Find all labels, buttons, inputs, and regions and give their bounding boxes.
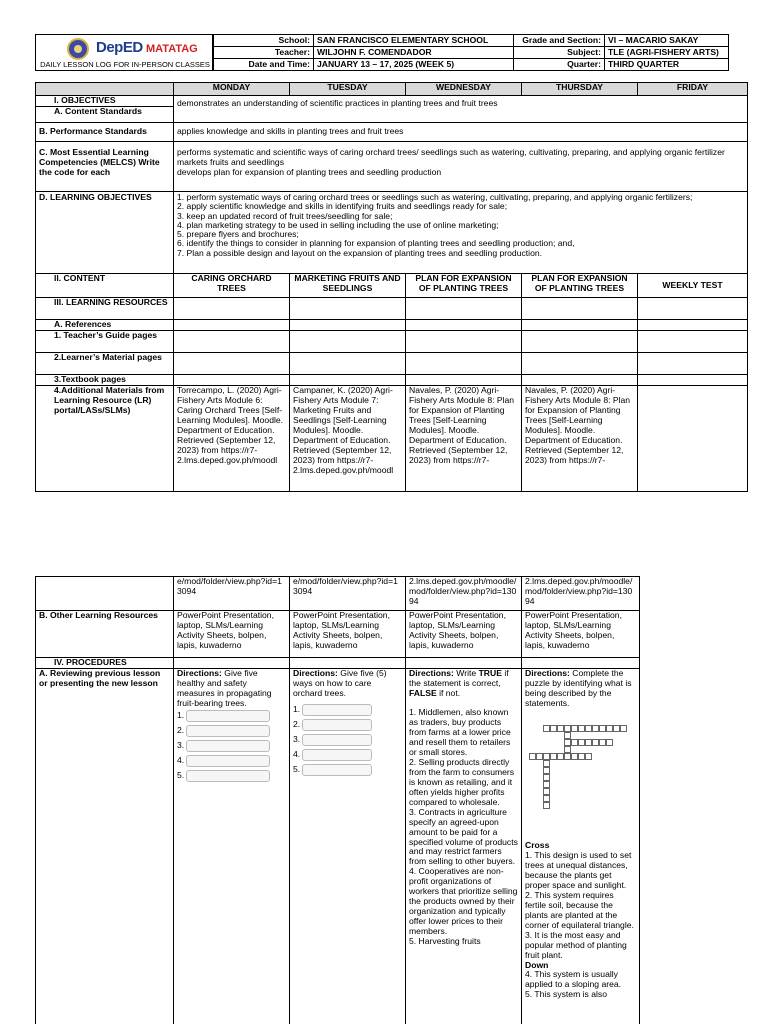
tf-item: 4. Cooperatives are non-profit organizations of workers that prioritize selling the products owned by their organization and typically offer lower prices to their members.	[409, 866, 518, 937]
puzzle-cell[interactable]	[571, 725, 578, 732]
answer-field[interactable]	[302, 704, 372, 716]
thursday-directions: Directions: Complete the puzzle by identifying what is being described by the statements.	[525, 668, 632, 708]
empty-cell	[522, 320, 638, 331]
content-label: II. CONTENT	[36, 274, 174, 298]
teacher-label: Teacher:	[214, 47, 314, 59]
header-info-table	[213, 34, 729, 71]
am-thursday: Navales, P. (2020) Agri-Fishery Arts Module 8: Plan for Expansion of Planting Trees [Self-Learning Modules]. Moodle. Department of Education. Retrieved (September 12, 2023) from https://r7-	[522, 386, 638, 492]
empty-cell	[638, 331, 748, 353]
puzzle-cell[interactable]	[557, 725, 564, 732]
subject-value: TLE (AGRI-FISHERY ARTS)	[605, 47, 729, 59]
proc-tuesday	[290, 669, 406, 1024]
puzzle-cell[interactable]	[543, 802, 550, 809]
content-friday: WEEKLY TEST	[638, 274, 748, 298]
cross-label: Cross	[525, 839, 550, 850]
other-thursday: PowerPoint Presentation, laptop, SLMs/Learning Activity Sheets, bolpen, lapis, kuwaderno	[522, 611, 640, 658]
puzzle-cell[interactable]	[592, 725, 599, 732]
answer-field[interactable]	[302, 734, 372, 746]
references-label: A. References	[36, 320, 174, 331]
answer-field[interactable]	[302, 719, 372, 731]
answer-line: 3.	[293, 734, 402, 746]
corner-cell	[36, 83, 174, 96]
melcs-value	[174, 142, 748, 192]
grade-label: Grade and Section:	[514, 35, 605, 47]
answer-line: 5.	[177, 770, 286, 782]
objective-line: 4. plan marketing strategy to be used in selling including the use of online marketing;	[177, 219, 499, 230]
melcs-line: develops plan for expansion of planting trees and seedling production	[177, 166, 442, 177]
answer-field[interactable]	[186, 740, 270, 752]
puzzle-cell[interactable]	[578, 725, 585, 732]
proc-monday	[174, 669, 290, 1024]
clue-item: 4. This system is usually applied to a sloping area.	[525, 969, 622, 990]
puzzle-cell[interactable]	[536, 753, 543, 760]
day-friday: FRIDAY	[638, 83, 748, 96]
empty-cell	[522, 331, 638, 353]
empty-cell	[638, 320, 748, 331]
tf-item: 1. Middlemen, also known as traders, buy products from farms at a lower price and resell them to retailers or small stores.	[409, 706, 511, 757]
additional-materials-label: 4.Additional Materials from Learning Resource (LR) portal/LASs/SLMs)	[36, 386, 174, 492]
puzzle-cell[interactable]	[543, 795, 550, 802]
clue-item: 1. This design is used to set trees at unequal distances, because the plants get proper space and sunlight.	[525, 849, 632, 890]
clue-item: 2. This system requires fertile soil, because the plants are planted at the corner of equilateral triangle.	[525, 889, 634, 930]
answer-line: 1.	[177, 710, 286, 722]
content-standards-value: demonstrates an understanding of scientific practices in planting trees and fruit trees	[174, 96, 748, 123]
puzzle-cell[interactable]	[620, 725, 627, 732]
puzzle-cell[interactable]	[543, 760, 550, 767]
puzzle-cell[interactable]	[606, 739, 613, 746]
empty-cell	[638, 375, 748, 386]
answer-field[interactable]	[186, 725, 270, 737]
procedures-label: IV. PROCEDURES	[36, 658, 174, 669]
am-cont-monday: e/mod/folder/view.php?id=13094	[174, 577, 290, 611]
tuesday-directions: Directions: Give five (5) ways on how to care orchard trees.	[293, 668, 387, 698]
puzzle-cell[interactable]	[613, 725, 620, 732]
empty-cell	[290, 375, 406, 386]
puzzle-cell[interactable]	[543, 725, 550, 732]
day-monday: MONDAY	[174, 83, 290, 96]
empty-cell	[174, 658, 290, 669]
day-tuesday: TUESDAY	[290, 83, 406, 96]
deped-logo-text: DepED	[96, 39, 143, 56]
lesson-table	[35, 82, 748, 492]
puzzle-cell[interactable]	[571, 739, 578, 746]
answer-line: 2.	[177, 725, 286, 737]
puzzle-cell[interactable]	[585, 739, 592, 746]
puzzle-cell[interactable]	[564, 753, 571, 760]
objective-line: 6. identify the things to consider in planning for expansion of planting trees and seedling production; and,	[177, 238, 575, 249]
textbook-label: 3.Textbook pages	[36, 375, 174, 386]
objective-line: 7. Plan a possible design and layout on the expansion of planting trees and seedling production.	[177, 247, 543, 258]
melcs-line: markets fruits and seedlings	[177, 156, 284, 167]
objectives-heading: I. OBJECTIVES	[36, 96, 174, 107]
objective-line: 2. apply scientific knowledge and skills in identifying fruits and seedlings ready for sale;	[177, 201, 508, 212]
melcs-label: C. Most Essential Learning Competencies (MELCS) Write the code for each	[36, 142, 174, 192]
am-wednesday: Navales, P. (2020) Agri-Fishery Arts Module 8: Plan for Expansion of Planting Trees [Self-Learning Modules]. Moodle. Department of Education. Retrieved (September 12, 2023) from https://r7-	[406, 386, 522, 492]
day-wednesday: WEDNESDAY	[406, 83, 522, 96]
objective-line: 5. prepare flyers and brochures;	[177, 229, 299, 240]
down-label: Down	[525, 959, 549, 970]
puzzle-cell[interactable]	[592, 739, 599, 746]
empty-cell	[522, 353, 638, 375]
puzzle-cell[interactable]	[578, 739, 585, 746]
empty-cell	[522, 658, 640, 669]
puzzle-cell[interactable]	[564, 746, 571, 753]
empty-cell	[174, 353, 290, 375]
lesson-table-continued	[35, 576, 640, 1024]
deped-seal-icon	[67, 38, 89, 60]
puzzle-cell[interactable]	[543, 767, 550, 774]
teacher-value: WILJOHN F. COMENDADOR	[314, 47, 514, 59]
quarter-value: THIRD QUARTER	[605, 59, 729, 71]
answer-line: 3.	[177, 740, 286, 752]
puzzle-cell[interactable]	[564, 739, 571, 746]
answer-line: 2.	[293, 719, 402, 731]
answer-field[interactable]	[302, 749, 372, 761]
puzzle-cell[interactable]	[599, 725, 606, 732]
empty-cell	[290, 658, 406, 669]
objective-line: 3. keep an updated record of fruit trees/seedling for sale;	[177, 210, 393, 221]
empty-cell	[36, 577, 174, 611]
performance-standards-value: applies knowledge and skills in planting trees and fruit trees	[174, 123, 748, 142]
content-standards-label: A. Content Standards	[36, 107, 174, 123]
reviewing-lesson-label: A. Reviewing previous lesson or presenting the new lesson	[36, 669, 174, 1024]
dll-title: DAILY LESSON LOG FOR IN-PERSON CLASSES	[40, 60, 210, 69]
puzzle-cell[interactable]	[571, 753, 578, 760]
puzzle-cell[interactable]	[550, 753, 557, 760]
puzzle-cell[interactable]	[543, 781, 550, 788]
puzzle-cell[interactable]	[529, 753, 536, 760]
content-tuesday: MARKETING FRUITS AND SEEDLINGS	[290, 274, 406, 298]
clue-item: 3. It is the most easy and popular method of planting fruit plant.	[525, 929, 627, 960]
puzzle-cell[interactable]	[543, 774, 550, 781]
other-monday: PowerPoint Presentation, laptop, SLMs/Learning Activity Sheets, bolpen, lapis, kuwaderno	[174, 611, 290, 658]
am-cont-thursday: 2.lms.deped.gov.ph/moodle/mod/folder/view.php?id=13094	[522, 577, 640, 611]
other-tuesday: PowerPoint Presentation, laptop, SLMs/Learning Activity Sheets, bolpen, lapis, kuwaderno	[290, 611, 406, 658]
school-value: SAN FRANCISCO ELEMENTARY SCHOOL	[314, 35, 514, 47]
empty-cell	[174, 375, 290, 386]
clue-item: 5. This system is also	[525, 989, 607, 1000]
learning-resources-label: III. LEARNING RESOURCES	[36, 298, 174, 320]
crossword-puzzle[interactable]	[525, 715, 636, 811]
answer-field[interactable]	[302, 764, 372, 776]
empty-cell	[174, 331, 290, 353]
am-cont-tuesday: e/mod/folder/view.php?id=13094	[290, 577, 406, 611]
other-wednesday: PowerPoint Presentation, laptop, SLMs/Learning Activity Sheets, bolpen, lapis, kuwaderno	[406, 611, 522, 658]
empty-cell	[638, 298, 748, 320]
puzzle-cell[interactable]	[564, 732, 571, 739]
answer-field[interactable]	[186, 770, 270, 782]
tf-item: 2. Selling products directly from the farm to consumers is known as retailing, and it often yields higher profits compared to wholesale.	[409, 756, 515, 807]
content-wednesday: PLAN FOR EXPANSION OF PLANTING TREES	[406, 274, 522, 298]
answer-line: 1.	[293, 704, 402, 716]
deped-logo-block	[35, 34, 213, 71]
empty-cell	[290, 353, 406, 375]
empty-cell	[290, 331, 406, 353]
am-monday: Torrecampo, L. (2020) Agri-Fishery Arts Module 6: Caring Orchard Trees [Self-Learning Modules]. Moodle. Department of Education. Retrieved (September 12, 2023) from https://r7-2.lms.deped.gov.ph/moodl	[174, 386, 290, 492]
empty-cell	[406, 331, 522, 353]
teachers-guide-label: 1. Teacher’s Guide pages	[36, 331, 174, 353]
empty-cell	[406, 375, 522, 386]
empty-cell	[638, 386, 748, 492]
puzzle-cell[interactable]	[599, 739, 606, 746]
date-value: JANUARY 13 – 17, 2025 (WEEK 5)	[314, 59, 514, 71]
empty-cell	[290, 320, 406, 331]
matatag-logo-text: MATATAG	[146, 43, 198, 55]
school-label: School:	[214, 35, 314, 47]
answer-line: 5.	[293, 764, 402, 776]
content-monday: CARING ORCHARD TREES	[174, 274, 290, 298]
answer-field[interactable]	[186, 755, 270, 767]
grade-value: VI – MACARIO SAKAY	[605, 35, 729, 47]
learning-objectives-label: D. LEARNING OBJECTIVES	[36, 192, 174, 274]
performance-standards-label: B. Performance Standards	[36, 123, 174, 142]
empty-cell	[174, 298, 290, 320]
puzzle-cell[interactable]	[564, 725, 571, 732]
empty-cell	[406, 658, 522, 669]
other-resources-label: B. Other Learning Resources	[36, 611, 174, 658]
puzzle-cell[interactable]	[585, 725, 592, 732]
content-thursday: PLAN FOR EXPANSION OF PLANTING TREES	[522, 274, 638, 298]
tf-item: 3. Contracts in agriculture specify an agreed-upon amount to be paid for a specified volume of products and may restrict farmers from selling to other buyers.	[409, 806, 518, 867]
date-label: Date and Time:	[214, 59, 314, 71]
empty-cell	[522, 375, 638, 386]
learners-material-label: 2.Learner’s Material pages	[36, 353, 174, 375]
puzzle-cell[interactable]	[578, 753, 585, 760]
puzzle-cell[interactable]	[550, 725, 557, 732]
quarter-label: Quarter:	[514, 59, 605, 71]
objective-line: 1. perform systematic ways of caring orchard trees or seedlings such as watering, cultivating, preparing, and applying organic fertilizers;	[177, 192, 693, 202]
answer-line: 4.	[177, 755, 286, 767]
empty-cell	[406, 298, 522, 320]
subject-label: Subject:	[514, 47, 605, 59]
melcs-line: performs systematic and scientific ways of caring orchard trees/ seedlings such as watering, cultivating, preparing, and applying organic fertilizer	[177, 147, 725, 157]
puzzle-cell[interactable]	[585, 753, 592, 760]
tf-item: 5. Harvesting fruits	[409, 936, 481, 947]
wednesday-directions: Directions: Write TRUE if the statement is correct, FALSE if not.	[409, 668, 509, 698]
empty-cell	[406, 320, 522, 331]
puzzle-cell[interactable]	[557, 753, 564, 760]
am-tuesday: Campaner, K. (2020) Agri-Fishery Arts Module 7: Marketing Fruits and Seedlings [Self-Learning Modules]. Moodle. Department of Education. Retrieved (September 12, 2023) from https://r7-2.lms.deped.gov.ph/moodl	[290, 386, 406, 492]
proc-thursday	[522, 669, 640, 1024]
day-thursday: THURSDAY	[522, 83, 638, 96]
puzzle-cell[interactable]	[606, 725, 613, 732]
puzzle-cell[interactable]	[543, 788, 550, 795]
empty-cell	[174, 320, 290, 331]
learning-objectives-value	[174, 192, 748, 274]
puzzle-cell[interactable]	[543, 753, 550, 760]
empty-cell	[290, 298, 406, 320]
am-cont-wednesday: 2.lms.deped.gov.ph/moodle/mod/folder/view.php?id=13094	[406, 577, 522, 611]
proc-wednesday	[406, 669, 522, 1024]
empty-cell	[522, 298, 638, 320]
empty-cell	[638, 353, 748, 375]
empty-cell	[406, 353, 522, 375]
answer-field[interactable]	[186, 710, 270, 722]
answer-line: 4.	[293, 749, 402, 761]
monday-directions: Directions: Give five healthy and safety measures in propagating fruit-bearing trees.	[177, 668, 272, 708]
